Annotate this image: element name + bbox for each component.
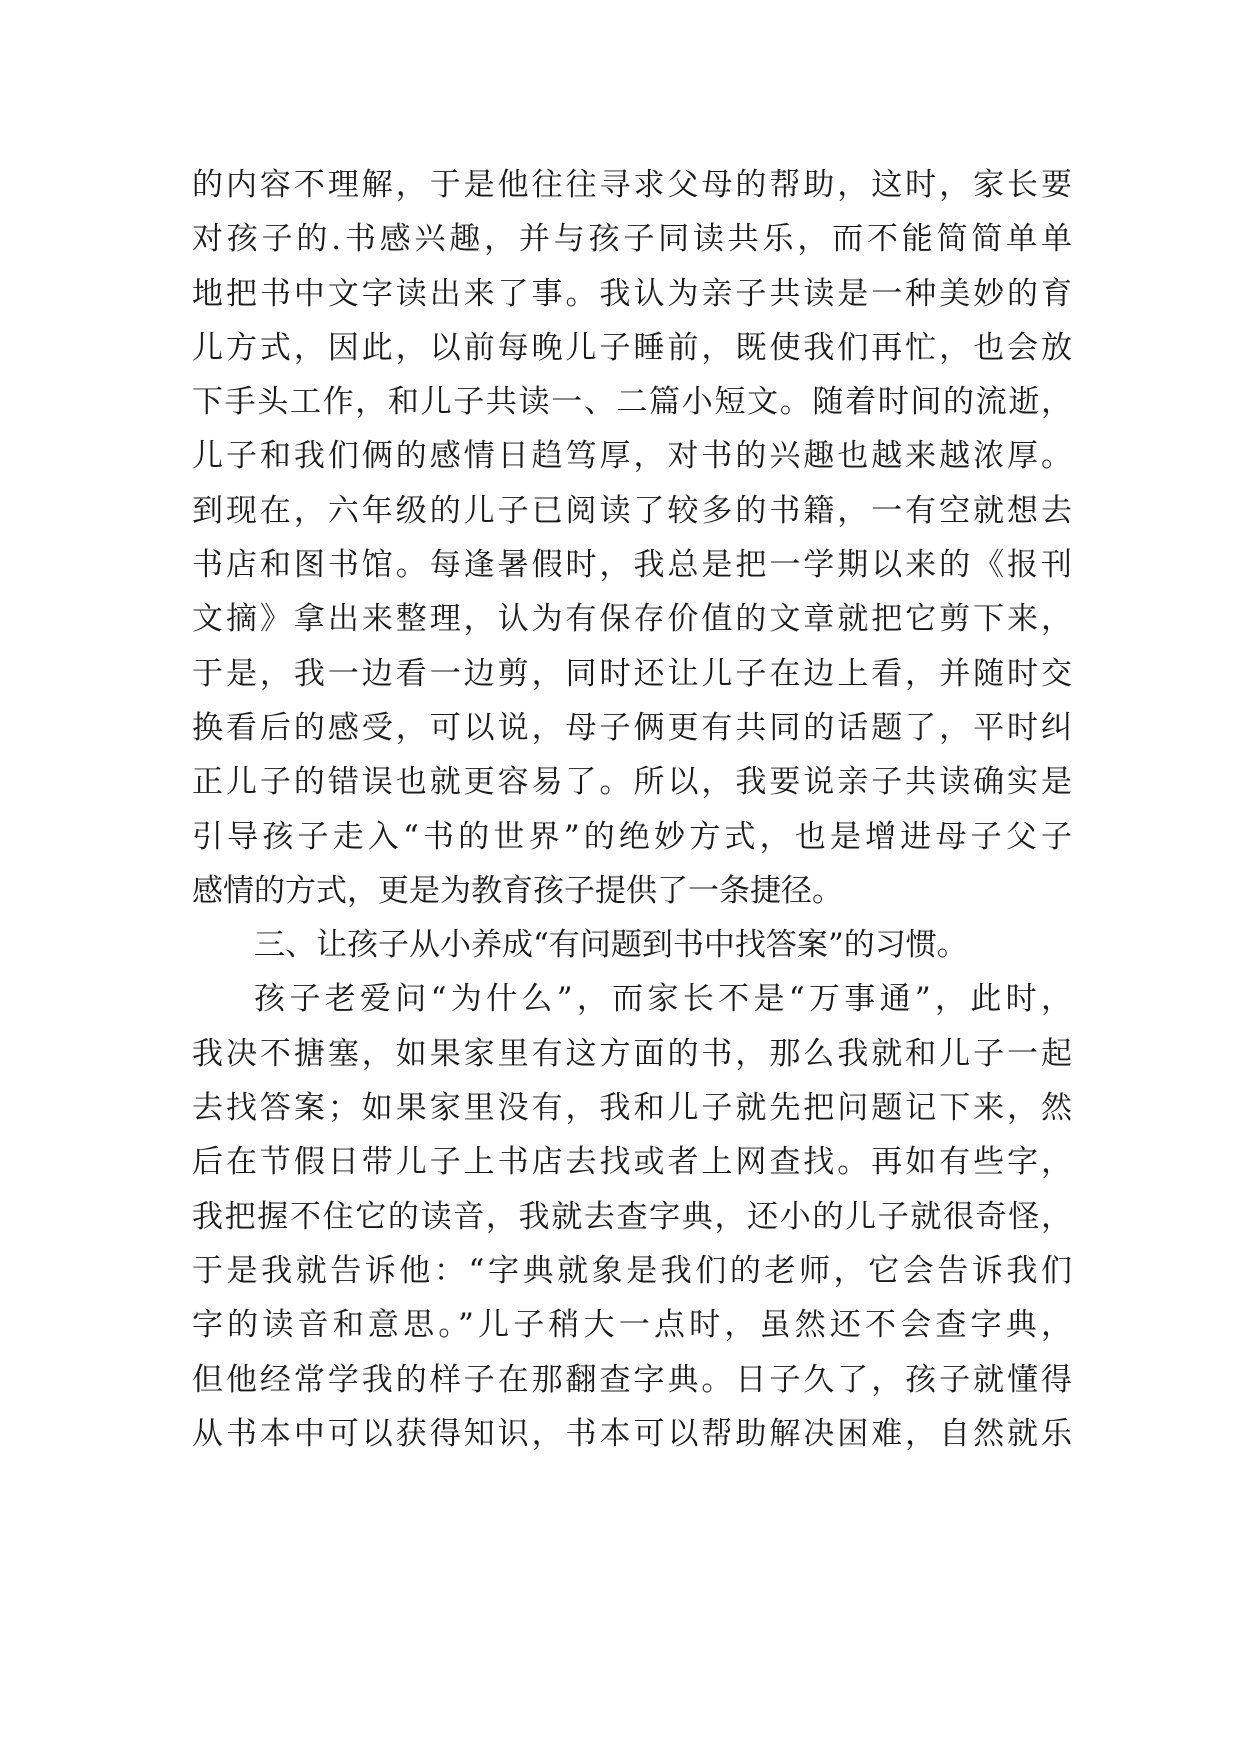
text-line: 到现在，六年级的儿子已阅读了较多的书籍，一有空就想去 [192,492,1072,529]
body-text [192,158,1072,1461]
text-line: 换看后的感受，可以说，母子俩更有共同的话题了，平时纠 [192,709,1072,746]
paragraph-first-line: 孩子老爱问“为什么”，而家长不是“万事通”，此时， [254,981,1072,1018]
text-line: 后在节假日带儿子上书店去找或者上网查找。再如有些字， [192,1144,1072,1181]
text-line: 儿子和我们俩的感情日趋笃厚，对书的兴趣也越来越浓厚。 [192,438,1072,475]
text-line: 从书本中可以获得知识，书本可以帮助解决困难，自然就乐 [192,1415,1072,1452]
text-line: 地把书中文字读出来了事。我认为亲子共读是一种美妙的育 [192,275,1072,312]
text-line: 字的读音和意思。”儿子稍大一点时，虽然还不会查字典， [192,1307,1072,1344]
text-line: 于是我就告诉他：“字典就象是我们的老师，它会告诉我们 [192,1252,1072,1289]
text-line: 去找答案；如果家里没有，我和儿子就先把问题记下来，然 [192,1090,1072,1127]
text-line: 于是，我一边看一边剪，同时还让儿子在边上看，并随时交 [192,655,1072,692]
text-line: 下手头工作，和儿子共读一、二篇小短文。随着时间的流逝， [192,384,1072,421]
text-line: 正儿子的错误也就更容易了。所以，我要说亲子共读确实是 [192,764,1072,801]
text-line: 对孩子的.书感兴趣，并与孩子同读共乐，而不能简简单单 [192,221,1072,258]
text-line: 的内容不理解，于是他往往寻求父母的帮助，这时，家长要 [192,167,1072,203]
section-heading: 三、让孩子从小养成“有问题到书中找答案”的习惯。 [254,927,968,964]
text-line: 感情的方式，更是为教育孩子提供了一条捷径。 [192,872,843,909]
text-line: 儿方式，因此，以前每晚儿子睡前，既使我们再忙，也会放 [192,329,1072,366]
text-line: 但他经常学我的样子在那翻查字典。日子久了，孩子就懂得 [192,1361,1072,1398]
text-line: 引导孩子走入“书的世界”的绝妙方式，也是增进母子父子 [192,818,1072,855]
text-line: 我把握不住它的读音，我就去查字典，还小的儿子就很奇怪， [192,1198,1072,1235]
text-line: 我决不搪塞，如果家里有这方面的书，那么我就和儿子一起 [192,1035,1072,1072]
text-line: 书店和图书馆。每逢暑假时，我总是把一学期以来的《报刊 [192,547,1072,584]
text-line: 文摘》拿出来整理，认为有保存价值的文章就把它剪下来， [192,601,1072,638]
